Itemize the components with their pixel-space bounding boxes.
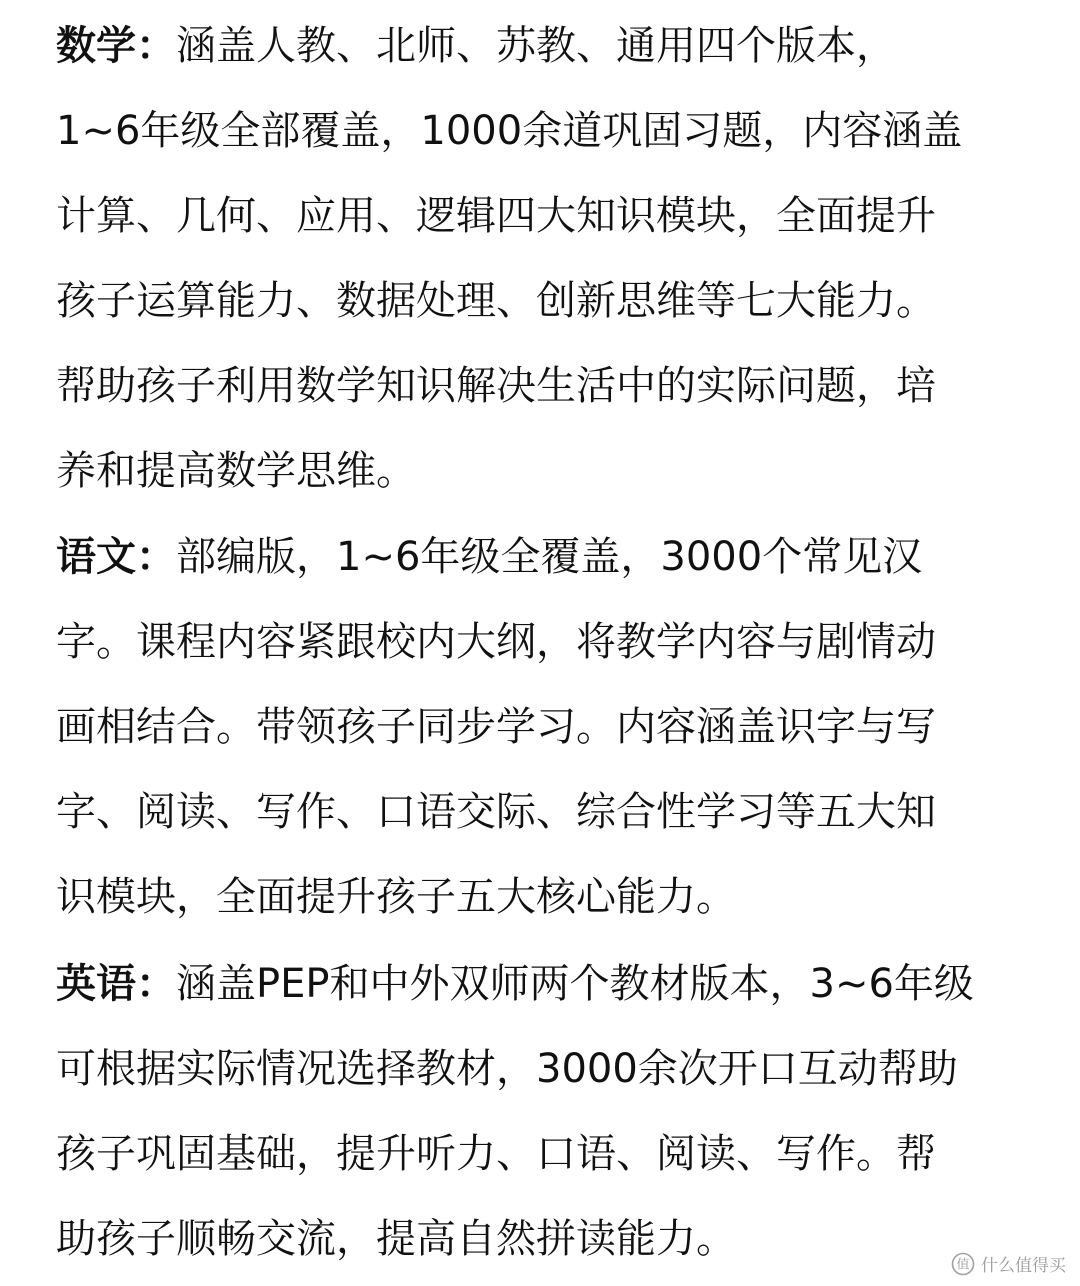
math-line-4: 孩子运算能力、数据处理、创新思维等七大能力。 xyxy=(56,278,936,324)
math-text: 涵盖人教、北师、苏教、通用四个版本， xyxy=(176,23,896,69)
math-line-1 xyxy=(56,22,896,70)
math-line-2: 1~6年级全部覆盖，1000余道巩固习题，内容涵盖 xyxy=(56,108,963,154)
english-subject-label: 英语： xyxy=(56,961,176,1007)
chinese-text: 部编版，1~6年级全覆盖，3000个常见汉 xyxy=(176,534,923,580)
english-line-2: 可根据实际情况选择教材，3000余次开口互动帮助 xyxy=(56,1046,958,1092)
math-line-6: 养和提高数学思维。 xyxy=(56,448,416,494)
english-line-4: 助孩子顺畅交流，提高自然拼读能力。 xyxy=(56,1216,736,1262)
math-line-5: 帮助孩子利用数学知识解决生活中的实际问题，培 xyxy=(56,363,936,409)
watermark-text: 什么值得买 xyxy=(981,1256,1066,1276)
chinese-line-3: 画相结合。带领孩子同步学习。内容涵盖识字与写 xyxy=(56,704,936,750)
english-text: 涵盖PEP和中外双师两个教材版本，3~6年级 xyxy=(176,961,974,1007)
math-line-3: 计算、几何、应用、逻辑四大知识模块，全面提升 xyxy=(56,193,936,239)
chinese-line-1 xyxy=(56,533,922,581)
chinese-line-2: 字。课程内容紧跟校内大纲，将教学内容与剧情动 xyxy=(56,619,936,665)
chinese-subject-label: 语文： xyxy=(56,534,176,580)
english-line-1 xyxy=(56,960,974,1008)
smzdm-logo-icon xyxy=(951,1252,975,1276)
svg-text:值: 值 xyxy=(956,1257,970,1272)
math-subject-label: 数学： xyxy=(56,23,176,69)
watermark xyxy=(951,1251,1066,1276)
english-line-3: 孩子巩固基础，提升听力、口语、阅读、写作。帮 xyxy=(56,1131,936,1177)
chinese-line-5: 识模块，全面提升孩子五大核心能力。 xyxy=(56,874,736,920)
chinese-line-4: 字、阅读、写作、口语交际、综合性学习等五大知 xyxy=(56,789,936,835)
